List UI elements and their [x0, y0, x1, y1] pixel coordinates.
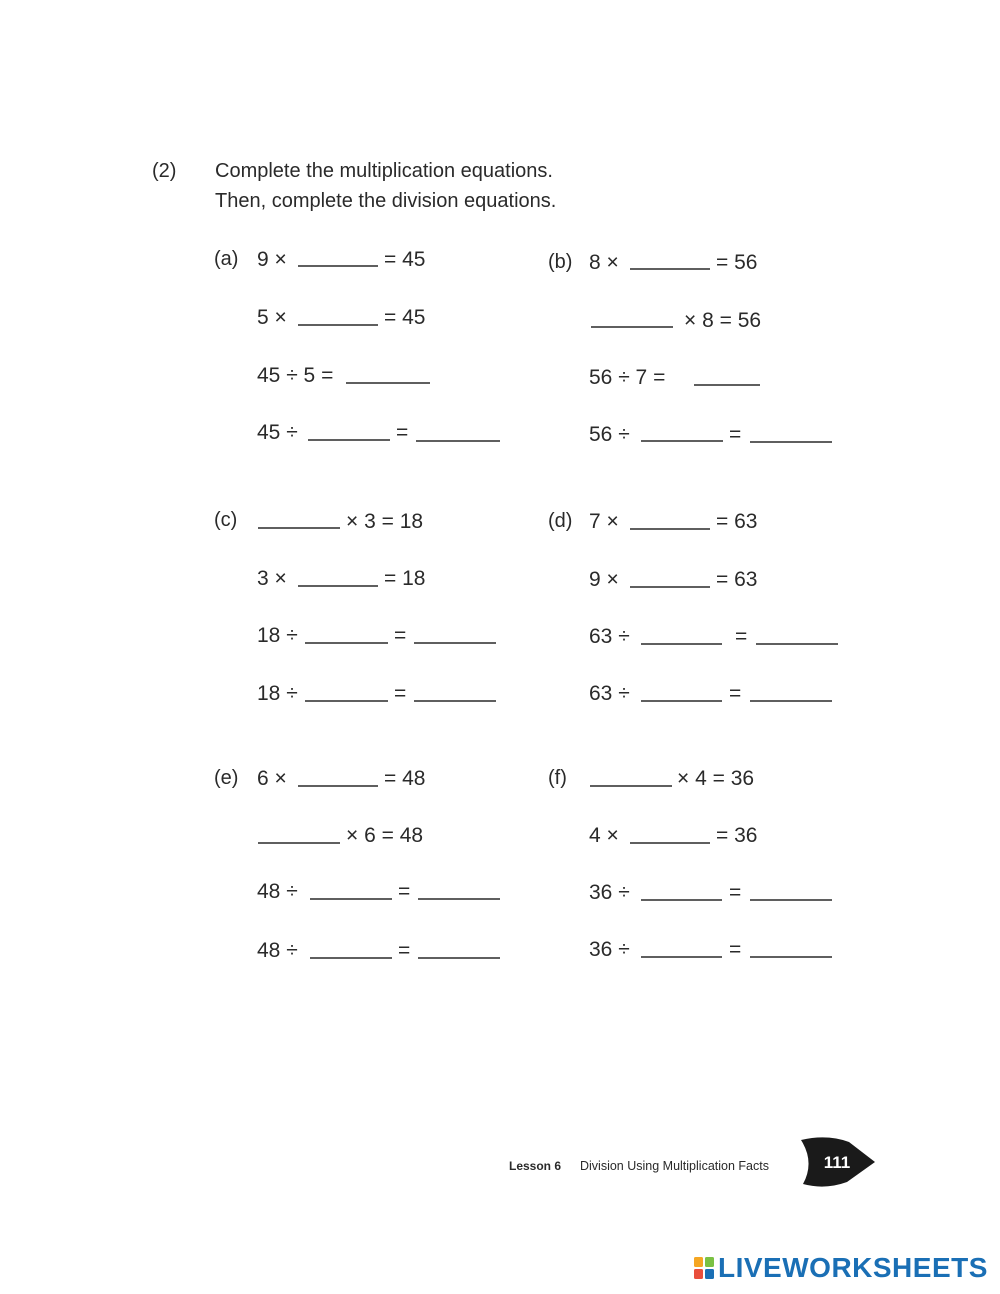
- problem-label-a: (a): [214, 248, 239, 270]
- brand-name: LIVEWORKSHEETS: [718, 1252, 988, 1283]
- page-number-badge: [797, 1132, 879, 1192]
- question-number: (2): [152, 160, 177, 182]
- eq-d4-left: 63 ÷: [589, 682, 630, 705]
- eq-a1-right: = 45: [384, 248, 426, 271]
- eq-f3-left: 36 ÷: [589, 881, 630, 904]
- eq-b4-equals: =: [729, 423, 742, 446]
- problem-label-d: (d): [548, 510, 573, 532]
- eq-a2-right: = 45: [384, 306, 426, 329]
- eq-d1-left: 7 ×: [589, 510, 619, 533]
- eq-f2-left: 4 ×: [589, 824, 619, 847]
- eq-e1-right: = 48: [384, 767, 426, 790]
- eq-c3-equals: =: [394, 624, 407, 647]
- eq-d3-equals: =: [735, 625, 748, 648]
- instruction-line-1: Complete the multiplication equations.: [215, 160, 553, 182]
- eq-d2-left: 9 ×: [589, 568, 619, 591]
- footer-title: Division Using Multiplication Facts: [580, 1159, 769, 1173]
- eq-c4-left: 18 ÷: [257, 682, 298, 705]
- eq-a3-left: 45 ÷ 5 =: [257, 364, 334, 387]
- eq-c2-right: = 18: [384, 567, 426, 590]
- eq-d2-right: = 63: [716, 568, 758, 591]
- eq-a4-equals: =: [396, 421, 409, 444]
- eq-e2-right: × 6 = 48: [346, 824, 424, 847]
- eq-b1-right: = 56: [716, 251, 758, 274]
- eq-f4-equals: =: [729, 938, 742, 961]
- problem-label-e: (e): [214, 767, 239, 789]
- eq-b4-left: 56 ÷: [589, 423, 630, 446]
- problem-label-b: (b): [548, 251, 573, 273]
- eq-e1-left: 6 ×: [257, 767, 287, 790]
- eq-d4-equals: =: [729, 682, 742, 705]
- eq-c1-right: × 3 = 18: [346, 510, 424, 533]
- eq-b3-left: 56 ÷ 7 =: [589, 366, 666, 389]
- page-number: 111: [823, 1153, 851, 1172]
- eq-a2-left: 5 ×: [257, 306, 287, 329]
- eq-c4-equals: =: [394, 682, 407, 705]
- eq-f3-equals: =: [729, 881, 742, 904]
- brand-logo: [693, 1250, 988, 1286]
- problem-label-f: (f): [548, 767, 567, 789]
- liveworksheets-logo-icon: [693, 1255, 715, 1281]
- instruction-line-2: Then, complete the division equations.: [215, 190, 557, 212]
- problem-label-c: (c): [214, 509, 238, 531]
- eq-d1-right: = 63: [716, 510, 758, 533]
- eq-b2-right: × 8 = 56: [684, 309, 762, 332]
- eq-f4-left: 36 ÷: [589, 938, 630, 961]
- eq-e3-left: 48 ÷: [257, 880, 298, 903]
- footer-lesson: Lesson 6: [509, 1159, 562, 1173]
- eq-c3-left: 18 ÷: [257, 624, 298, 647]
- eq-e3-equals: =: [398, 880, 411, 903]
- eq-d3-left: 63 ÷: [589, 625, 630, 648]
- eq-e4-left: 48 ÷: [257, 939, 298, 962]
- eq-c2-left: 3 ×: [257, 567, 287, 590]
- eq-f1-right: × 4 = 36: [677, 767, 755, 790]
- eq-f2-right: = 36: [716, 824, 758, 847]
- eq-a1-left: 9 ×: [257, 248, 287, 271]
- eq-a4-left: 45 ÷: [257, 421, 298, 444]
- eq-e4-equals: =: [398, 939, 411, 962]
- eq-b1-left: 8 ×: [589, 251, 619, 274]
